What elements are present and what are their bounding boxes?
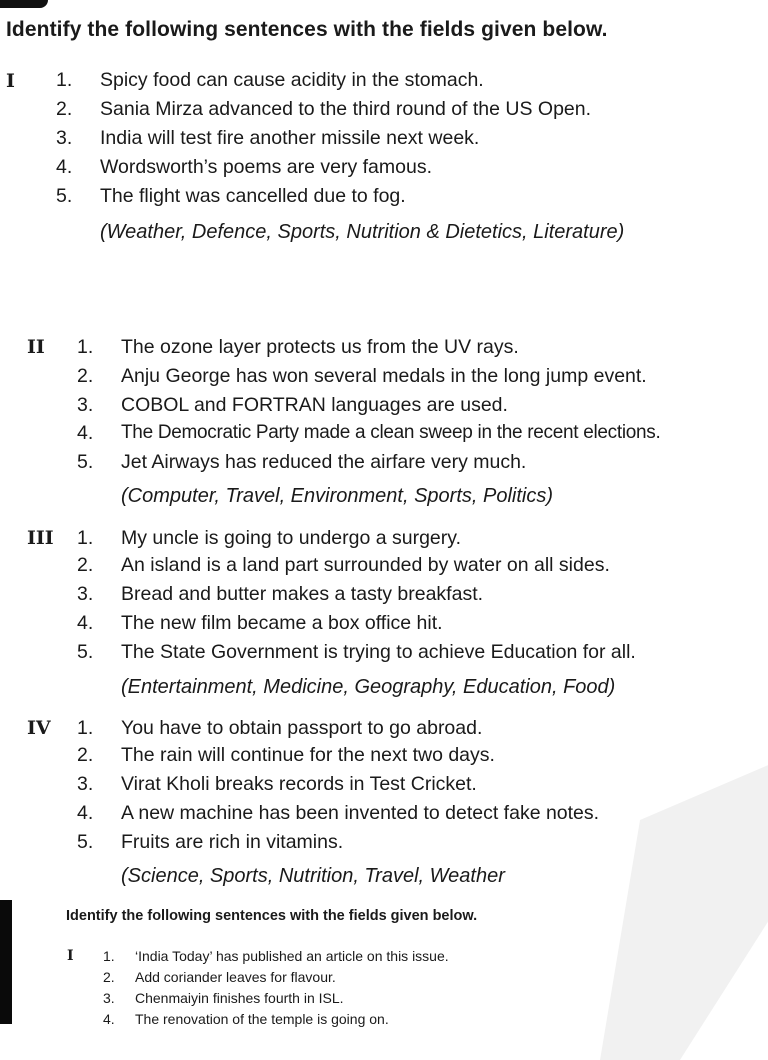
item-number: 3. [77,394,94,416]
watermark-shape [600,760,768,1060]
section-2-numeral: II [27,336,45,358]
item-number: 3. [103,990,115,1006]
item-text: Chenmaiyin finishes fourth in ISL. [135,990,344,1006]
item-number: 2. [77,365,94,387]
item-number: 3. [77,583,94,605]
item-text: Wordsworth’s poems are very famous. [100,156,432,178]
item-text: An island is a land part surrounded by water on all sides. [121,554,610,576]
item-text: Add coriander leaves for flavour. [135,969,336,985]
item-number: 5. [56,185,73,207]
field-options: (Computer, Travel, Environment, Sports, Politics) [121,485,553,507]
item-text: Bread and butter makes a tasty breakfast. [121,583,484,605]
section-3-numeral: III [27,527,54,549]
item-number: 4. [77,802,94,824]
item-number: 1. [56,69,73,91]
item-text: Jet Airways has reduced the airfare very much. [121,451,527,473]
item-number: 1. [77,336,94,358]
item-number: 1. [103,948,115,964]
item-number: 4. [56,156,73,178]
item-text: Virat Kholi breaks records in Test Cricket. [121,773,477,795]
item-number: 1. [77,527,94,549]
item-number: 2. [103,969,115,985]
field-options: (Weather, Defence, Sports, Nutrition & Dietetics, Literature) [100,221,625,243]
item-number: 5. [77,831,94,853]
field-options: (Science, Sports, Nutrition, Travel, Weather [121,865,505,887]
item-text: COBOL and FORTRAN languages are used. [121,394,508,416]
item-text: India will test fire another missile next week. [100,127,480,149]
item-number: 4. [103,1011,115,1027]
second-page-title: Identify the following sentences with the fields given below. [66,908,478,924]
item-text: Sania Mirza advanced to the third round of the US Open. [100,98,592,120]
item-number: 2. [56,98,73,120]
item-text: The Democratic Party made a clean sweep in the recent elections. [121,422,661,443]
item-text: The new film became a box office hit. [121,612,443,634]
item-text: Anju George has won several medals in the long jump event. [121,365,647,387]
item-text: A new machine has been invented to detect fake notes. [121,802,600,824]
item-number: 2. [77,744,94,766]
item-text: My uncle is going to undergo a surgery. [121,527,461,549]
item-number: 4. [77,422,94,444]
item-text: Spicy food can cause acidity in the stomach. [100,69,484,91]
item-text: The flight was cancelled due to fog. [100,185,406,207]
item-text: The State Government is trying to achieve Education for all. [121,641,636,663]
item-number: 3. [56,127,73,149]
item-text: The rain will continue for the next two days. [121,744,495,766]
item-number: 4. [77,612,94,634]
item-text: You have to obtain passport to go abroad. [121,717,483,739]
item-number: 3. [77,773,94,795]
page-edge-bar [0,900,12,1024]
item-text: The ozone layer protects us from the UV rays. [121,336,519,358]
item-text: Fruits are rich in vitamins. [121,831,344,853]
second-page-numeral: I [67,948,74,964]
item-text: ‘India Today’ has published an article on this issue. [135,948,449,964]
corner-tab-decoration [0,0,48,8]
section-1-numeral: I [6,70,15,92]
page-title: Identify the following sentences with the fields given below. [6,18,608,41]
item-number: 5. [77,451,94,473]
item-number: 5. [77,641,94,663]
section-4-numeral: IV [27,717,51,739]
item-number: 2. [77,554,94,576]
item-text: The renovation of the temple is going on. [135,1011,389,1027]
item-number: 1. [77,717,94,739]
field-options: (Entertainment, Medicine, Geography, Education, Food) [121,676,616,698]
